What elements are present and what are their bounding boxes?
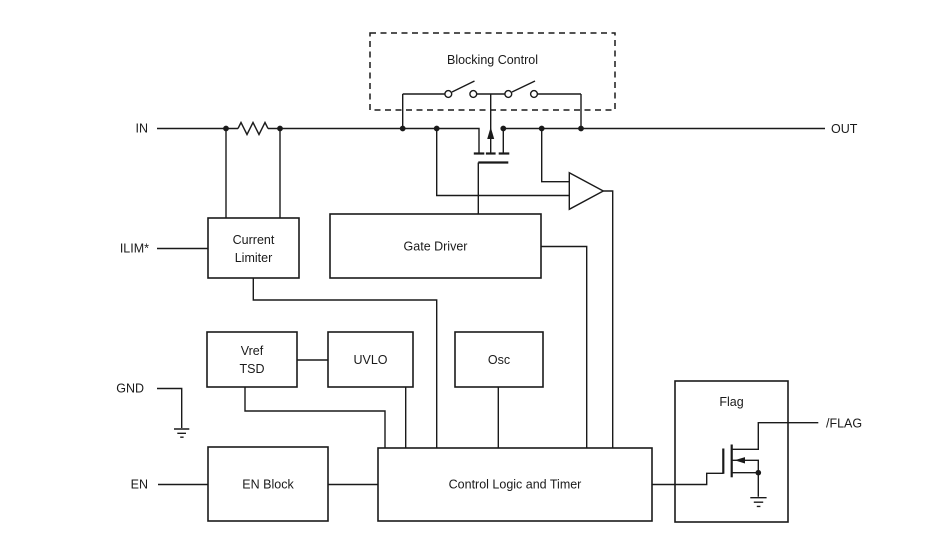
pin-label-flag: /FLAG — [826, 416, 863, 431]
switch-contact-3 — [505, 91, 512, 98]
control-logic-label: Control Logic and Timer — [448, 477, 582, 492]
junction-dot — [539, 126, 545, 132]
junction-dot — [578, 126, 584, 132]
switch-contact-2 — [470, 91, 477, 98]
vref-output-wire — [245, 387, 385, 448]
comparator-triangle — [569, 173, 603, 210]
pin-label-ilim: ILIM* — [119, 241, 149, 256]
gnd-pin-symbol — [157, 389, 189, 438]
pin-label-gnd: GND — [116, 381, 144, 396]
ground-symbol — [174, 429, 189, 437]
pin-label-en: EN — [130, 477, 148, 492]
uvlo-label: UVLO — [353, 353, 388, 367]
rail-left-segment — [268, 129, 479, 154]
junction-dot — [500, 126, 506, 132]
pin-label-in: IN — [135, 121, 148, 136]
junction-dot — [400, 126, 406, 132]
current-limiter-label-line1: Current — [232, 233, 275, 247]
blocking-control-box — [370, 33, 615, 110]
vref-tsd-label-line1: Vref — [240, 344, 264, 358]
junction-dot — [756, 470, 762, 476]
comparator-output-wire — [603, 191, 612, 448]
comparator-input-out-side-wire — [542, 129, 570, 182]
pin-label-out: OUT — [831, 122, 858, 136]
gate-driver-output-wire — [541, 247, 587, 449]
gate-driver-label: Gate Driver — [403, 239, 468, 254]
switch-contact-4 — [531, 91, 538, 98]
en-block-label: EN Block — [242, 477, 294, 492]
junction-dot — [434, 126, 440, 132]
blocking-control-label: Blocking Control — [446, 53, 539, 67]
junction-dot — [223, 126, 229, 132]
current-limiter-label-line2: Limiter — [234, 251, 273, 265]
gnd-wire — [157, 389, 182, 429]
osc-label: Osc — [487, 353, 511, 367]
vref-tsd-label-line2: TSD — [239, 362, 265, 376]
flag-label: Flag — [719, 395, 744, 409]
rail-right-segment — [503, 129, 825, 154]
junction-dot — [277, 126, 283, 132]
resistor-symbol — [238, 123, 268, 135]
vref-tsd-box — [207, 332, 297, 387]
fet-body-arrow — [487, 127, 494, 139]
current-limiter-box — [208, 218, 299, 278]
switch-contact-1 — [445, 91, 452, 98]
